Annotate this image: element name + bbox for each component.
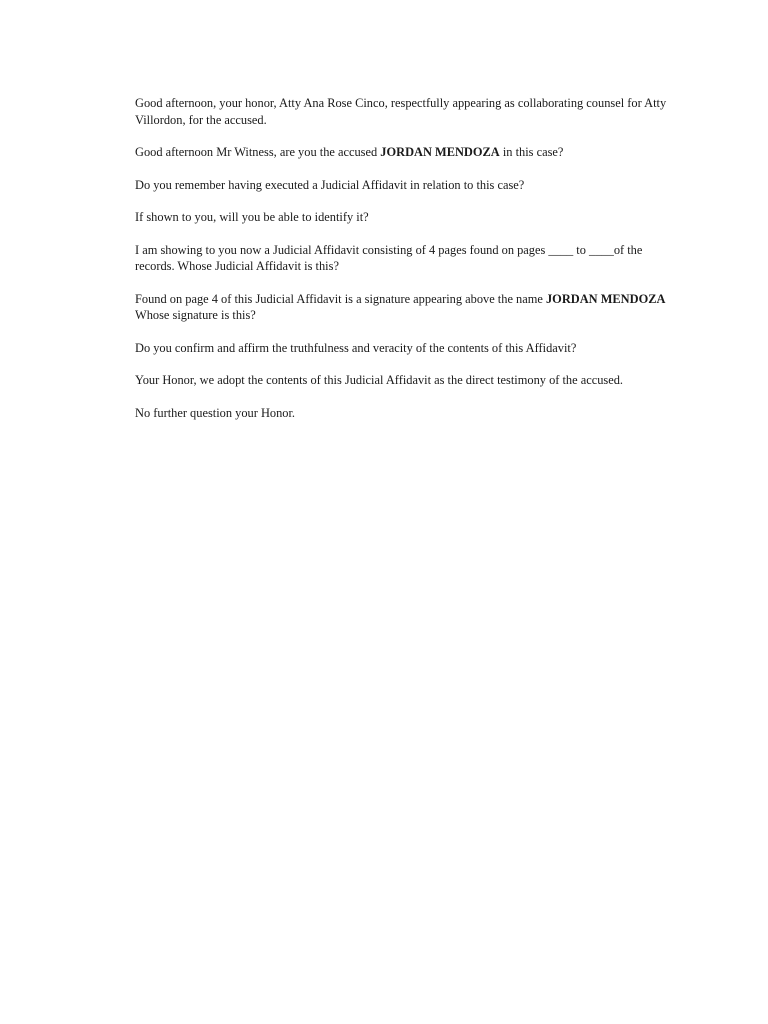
paragraph-text: I am showing to you now a Judicial Affidavit consisting of 4 pages found on pages ____ to ____of the records. Whose Judicial Affidavit is this? <box>135 242 643 273</box>
paragraph-text: Good afternoon Mr Witness, are you the accused <box>135 145 381 159</box>
paragraph-greeting-witness <box>135 144 680 161</box>
accused-name: JORDAN MENDOZA <box>380 145 500 159</box>
accused-name: JORDAN MENDOZA <box>545 291 666 306</box>
document-body <box>135 95 680 437</box>
paragraph-text: Do you remember having executed a Judicial Affidavit in relation to this case? <box>135 177 525 192</box>
paragraph-question-confirm <box>135 340 680 357</box>
paragraph-text-tail: Whose signature is this? <box>135 308 256 322</box>
paragraph-text: Found on page 4 of this Judicial Affidavit is a signature appearing above the name <box>135 291 546 306</box>
paragraph-text: If shown to you, will you be able to identify it? <box>135 210 369 224</box>
paragraph-text: Do you confirm and affirm the truthfulness and veracity of the contents of this Affidavit? <box>135 340 577 355</box>
paragraph-question-showing <box>135 242 680 275</box>
paragraph-adopt-testimony <box>135 372 680 389</box>
paragraph-greeting-court <box>135 95 680 128</box>
paragraph-text: Good afternoon, your honor, Atty Ana Rose Cinco, respectfully appearing as collaborating counsel for Atty Villordon, for the accused. <box>135 96 667 127</box>
paragraph-question-executed <box>135 177 680 194</box>
paragraph-question-identify <box>135 209 680 226</box>
paragraph-question-signature <box>135 291 680 324</box>
paragraph-text-tail: in this case? <box>499 145 564 159</box>
paragraph-text: Your Honor, we adopt the contents of this Judicial Affidavit as the direct testimony of the accused. <box>135 373 624 387</box>
paragraph-text: No further question your Honor. <box>135 405 296 420</box>
paragraph-closing <box>135 405 680 422</box>
